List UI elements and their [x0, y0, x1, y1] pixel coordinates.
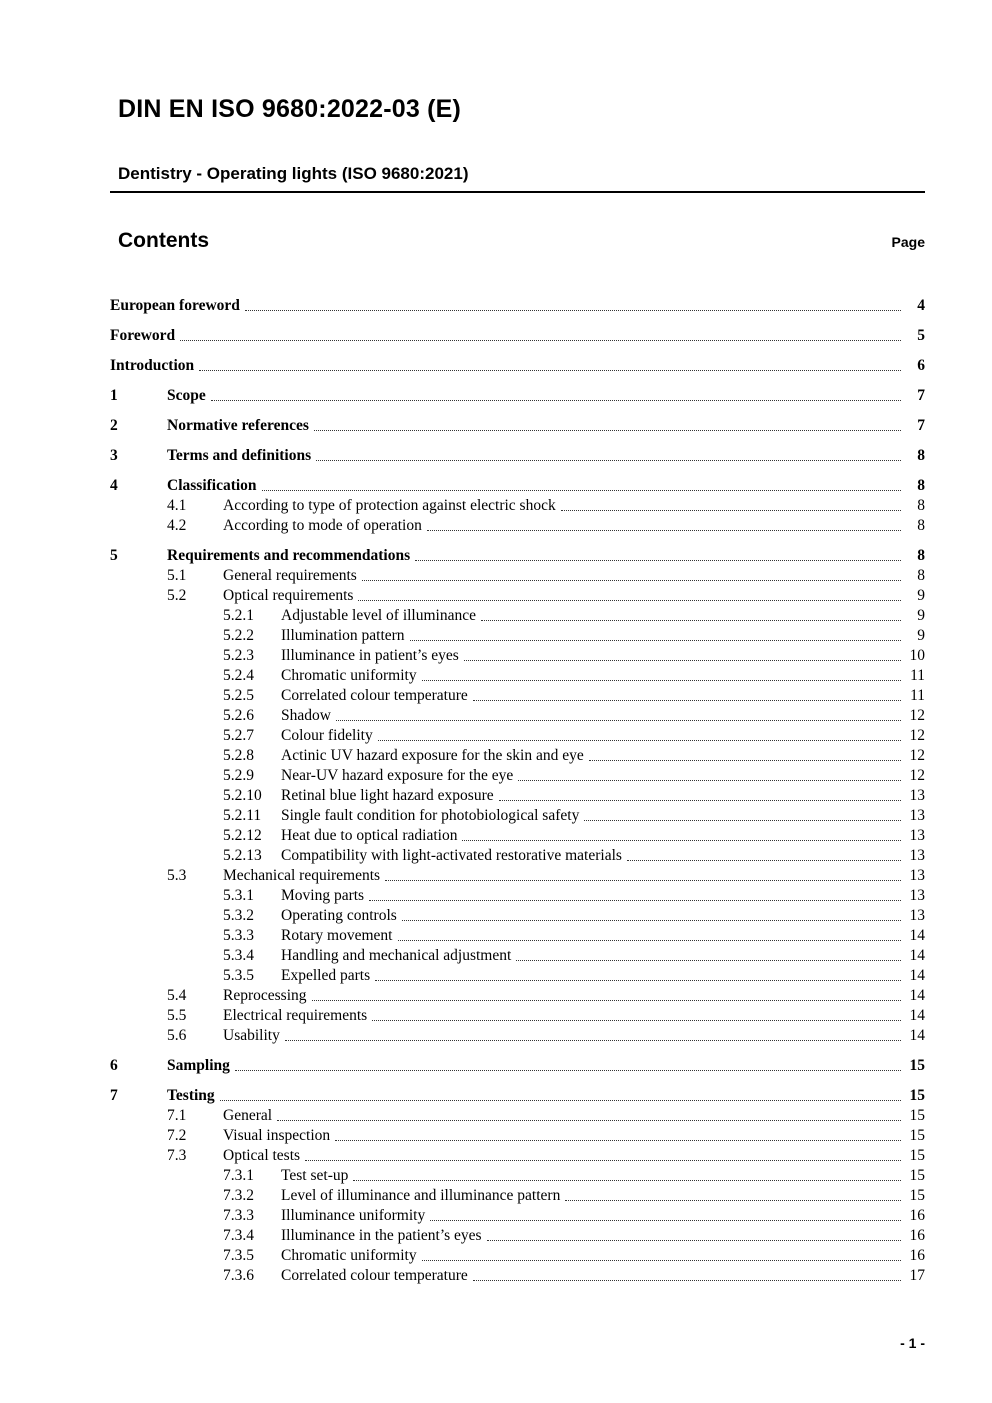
- toc-entry-label: Expelled parts: [281, 967, 371, 984]
- toc-entry-page: 15: [909, 1187, 925, 1204]
- toc-entry-number: 5.6: [167, 1027, 187, 1044]
- toc-entry-label: European foreword: [110, 297, 240, 314]
- toc-entry-page: 13: [909, 787, 925, 804]
- toc-leader-dots: [473, 700, 901, 701]
- toc-entry-number: 7.3.2: [223, 1187, 254, 1204]
- toc-entry-number: 5.2: [167, 587, 187, 604]
- toc-leader-dots: [245, 310, 901, 311]
- toc-entry-number: 5.2.9: [223, 767, 254, 784]
- toc-entry[interactable]: [110, 326, 925, 346]
- toc-leader-dots: [464, 660, 901, 661]
- toc-entry-label: Colour fidelity: [281, 727, 373, 744]
- toc-entry-label: Single fault condition for photobiological safety: [281, 807, 580, 824]
- toc-entry-page: 13: [909, 907, 925, 924]
- toc-entry[interactable]: [110, 1086, 925, 1106]
- toc-entry-page: 14: [909, 1007, 925, 1024]
- toc-entry-number: 4.1: [167, 497, 187, 514]
- page-column-label: Page: [891, 234, 925, 250]
- toc-entry-number: 5.2.13: [223, 847, 262, 864]
- toc-entry-label: Correlated colour temperature: [281, 687, 468, 704]
- toc-entry-number: 7.2: [167, 1127, 187, 1144]
- toc-entry[interactable]: [110, 686, 925, 706]
- toc-entry[interactable]: [110, 1026, 925, 1046]
- toc-entry-number: 5.2.3: [223, 647, 254, 664]
- toc-entry[interactable]: [110, 1206, 925, 1226]
- toc-entry-label: Compatibility with light-activated restorative materials: [281, 847, 622, 864]
- toc-entry-page: 16: [909, 1227, 925, 1244]
- toc-entry-page: 8: [917, 547, 925, 564]
- toc-leader-dots: [565, 1200, 901, 1201]
- toc-entry-number: 5.3: [167, 867, 187, 884]
- toc-entry[interactable]: [110, 496, 925, 516]
- toc-entry-number: 7.1: [167, 1107, 187, 1124]
- toc-leader-dots: [430, 1220, 901, 1221]
- toc-leader-dots: [481, 620, 901, 621]
- toc-entry[interactable]: [110, 726, 925, 746]
- toc-entry-label: Shadow: [281, 707, 331, 724]
- toc-entry-number: 7.3.4: [223, 1227, 254, 1244]
- toc-leader-dots: [402, 920, 901, 921]
- toc-entry-number: 5: [110, 547, 118, 564]
- toc-leader-dots: [277, 1120, 901, 1121]
- toc-entry-label: Terms and definitions: [167, 447, 312, 464]
- toc-entry[interactable]: [110, 566, 925, 586]
- table-of-contents: [110, 296, 925, 1286]
- toc-entry-page: 8: [917, 477, 925, 494]
- toc-entry-label: Chromatic uniformity: [281, 1247, 417, 1264]
- toc-entry-number: 5.2.10: [223, 787, 262, 804]
- toc-leader-dots: [375, 980, 901, 981]
- toc-entry[interactable]: [110, 746, 925, 766]
- toc-entry[interactable]: [110, 516, 925, 536]
- toc-entry[interactable]: [110, 986, 925, 1006]
- toc-entry-page: 12: [909, 707, 925, 724]
- toc-entry-number: 4.2: [167, 517, 187, 534]
- toc-entry-page: 14: [909, 967, 925, 984]
- toc-entry[interactable]: [110, 766, 925, 786]
- toc-leader-dots: [398, 940, 902, 941]
- toc-leader-dots: [378, 740, 901, 741]
- toc-entry-page: 8: [917, 567, 925, 584]
- toc-entry-label: General requirements: [223, 567, 357, 584]
- toc-entry-label: Near-UV hazard exposure for the eye: [281, 767, 514, 784]
- toc-entry-number: 5.2.7: [223, 727, 254, 744]
- toc-entry-label: Correlated colour temperature: [281, 1267, 468, 1284]
- toc-leader-dots: [199, 370, 901, 371]
- toc-entry-label: Optical tests: [223, 1147, 301, 1164]
- toc-leader-dots: [285, 1040, 901, 1041]
- toc-entry[interactable]: [110, 356, 925, 376]
- toc-leader-dots: [262, 490, 901, 491]
- toc-entry-number: 7: [110, 1087, 118, 1104]
- toc-leader-dots: [462, 840, 901, 841]
- toc-leader-dots: [427, 530, 901, 531]
- toc-leader-dots: [372, 1020, 901, 1021]
- toc-entry-number: 5.3.2: [223, 907, 254, 924]
- toc-leader-dots: [369, 900, 901, 901]
- toc-entry-number: 2: [110, 417, 118, 434]
- toc-entry-page: 7: [917, 387, 925, 404]
- toc-entry[interactable]: [110, 826, 925, 846]
- toc-entry-page: 16: [909, 1207, 925, 1224]
- toc-leader-dots: [312, 1000, 901, 1001]
- toc-entry-number: 5.2.2: [223, 627, 254, 644]
- toc-entry-label: Testing: [167, 1087, 215, 1104]
- toc-entry-label: Foreword: [110, 327, 176, 344]
- toc-entry-label: Illumination pattern: [281, 627, 405, 644]
- toc-entry[interactable]: [110, 966, 925, 986]
- toc-entry-label: Usability: [223, 1027, 280, 1044]
- toc-entry[interactable]: [110, 1106, 925, 1126]
- toc-entry-number: 7.3.5: [223, 1247, 254, 1264]
- toc-leader-dots: [362, 580, 901, 581]
- toc-leader-dots: [584, 820, 901, 821]
- toc-entry-number: 3: [110, 447, 118, 464]
- toc-entry[interactable]: [110, 806, 925, 826]
- toc-entry-page: 8: [917, 517, 925, 534]
- toc-entry-label: Level of illuminance and illuminance pattern: [281, 1187, 561, 1204]
- toc-entry[interactable]: [110, 586, 925, 606]
- toc-entry-number: 5.2.11: [223, 807, 262, 824]
- toc-entry[interactable]: [110, 1246, 925, 1266]
- toc-entry-label: General: [223, 1107, 273, 1124]
- toc-entry[interactable]: [110, 1166, 925, 1186]
- toc-entry-number: 5.3.3: [223, 927, 254, 944]
- toc-entry-label: Classification: [167, 477, 257, 494]
- toc-entry-page: 8: [917, 497, 925, 514]
- toc-entry-page: 13: [909, 867, 925, 884]
- toc-entry-number: 4: [110, 477, 118, 494]
- toc-leader-dots: [314, 430, 901, 431]
- toc-entry-number: 7.3: [167, 1147, 187, 1164]
- toc-entry-label: Actinic UV hazard exposure for the skin and eye: [281, 747, 584, 764]
- toc-entry-page: 13: [909, 847, 925, 864]
- toc-entry-label: Sampling: [167, 1057, 230, 1074]
- toc-entry-number: 5.3.4: [223, 947, 254, 964]
- toc-entry[interactable]: [110, 296, 925, 316]
- toc-entry-number: 1: [110, 387, 118, 404]
- toc-entry[interactable]: [110, 476, 925, 496]
- toc-entry[interactable]: [110, 886, 925, 906]
- toc-entry-label: Introduction: [110, 357, 195, 374]
- toc-leader-dots: [487, 1240, 901, 1241]
- toc-entry[interactable]: [110, 386, 925, 406]
- toc-leader-dots: [422, 1260, 901, 1261]
- document-title: DIN EN ISO 9680:2022-03 (E): [118, 95, 462, 123]
- toc-leader-dots: [316, 460, 901, 461]
- toc-entry-page: 9: [917, 587, 925, 604]
- toc-entry[interactable]: [110, 846, 925, 866]
- toc-leader-dots: [518, 780, 901, 781]
- toc-entry[interactable]: [110, 946, 925, 966]
- toc-entry[interactable]: [110, 1186, 925, 1206]
- toc-entry-number: 5.2.4: [223, 667, 254, 684]
- toc-entry-label: Test set-up: [281, 1167, 349, 1184]
- toc-entry-page: 8: [917, 447, 925, 464]
- toc-entry-page: 14: [909, 987, 925, 1004]
- toc-leader-dots: [353, 1180, 901, 1181]
- toc-leader-dots: [220, 1100, 901, 1101]
- toc-entry-label: Adjustable level of illuminance: [281, 607, 476, 624]
- toc-leader-dots: [211, 400, 901, 401]
- toc-entry-label: Operating controls: [281, 907, 397, 924]
- toc-entry-number: 5.2.8: [223, 747, 254, 764]
- toc-entry-page: 12: [909, 727, 925, 744]
- toc-entry-label: Moving parts: [281, 887, 365, 904]
- toc-entry-page: 13: [909, 887, 925, 904]
- toc-entry-label: According to mode of operation: [223, 517, 422, 534]
- toc-leader-dots: [422, 680, 901, 681]
- toc-entry-number: 5.5: [167, 1007, 187, 1024]
- toc-leader-dots: [385, 880, 901, 881]
- toc-leader-dots: [336, 720, 901, 721]
- toc-entry-label: Chromatic uniformity: [281, 667, 417, 684]
- toc-entry-label: Normative references: [167, 417, 309, 434]
- toc-entry-number: 5.3.1: [223, 887, 254, 904]
- toc-entry[interactable]: [110, 626, 925, 646]
- toc-entry[interactable]: [110, 416, 925, 436]
- toc-entry-page: 15: [909, 1147, 925, 1164]
- toc-entry-label: Scope: [167, 387, 206, 404]
- toc-entry-page: 15: [909, 1107, 925, 1124]
- toc-entry[interactable]: [110, 1266, 925, 1286]
- toc-entry[interactable]: [110, 1126, 925, 1146]
- toc-entry[interactable]: [110, 906, 925, 926]
- toc-entry[interactable]: [110, 1146, 925, 1166]
- toc-entry-label: Handling and mechanical adjustment: [281, 947, 512, 964]
- toc-entry-label: Heat due to optical radiation: [281, 827, 458, 844]
- toc-leader-dots: [305, 1160, 901, 1161]
- toc-entry[interactable]: [110, 1226, 925, 1246]
- toc-entry-number: 7.3.3: [223, 1207, 254, 1224]
- toc-entry-label: Illuminance in patient’s eyes: [281, 647, 459, 664]
- toc-entry-label: Requirements and recommendations: [167, 547, 411, 564]
- toc-entry-page: 6: [917, 357, 925, 374]
- toc-entry[interactable]: [110, 546, 925, 566]
- toc-entry-page: 15: [909, 1087, 925, 1104]
- toc-entry-page: 9: [917, 627, 925, 644]
- toc-entry-number: 7.3.1: [223, 1167, 254, 1184]
- toc-entry-page: 11: [910, 667, 925, 684]
- toc-entry[interactable]: [110, 446, 925, 466]
- toc-leader-dots: [589, 760, 901, 761]
- toc-entry-number: 5.2.5: [223, 687, 254, 704]
- toc-entry-number: 5.4: [167, 987, 187, 1004]
- toc-entry-page: 16: [909, 1247, 925, 1264]
- toc-entry[interactable]: [110, 786, 925, 806]
- toc-entry-page: 12: [909, 747, 925, 764]
- toc-entry[interactable]: [110, 666, 925, 686]
- contents-header: [110, 229, 925, 253]
- toc-entry-label: Mechanical requirements: [223, 867, 381, 884]
- toc-entry[interactable]: [110, 646, 925, 666]
- toc-leader-dots: [410, 640, 901, 641]
- toc-entry[interactable]: [110, 926, 925, 946]
- toc-leader-dots: [473, 1280, 901, 1281]
- toc-entry-label: Illuminance in the patient’s eyes: [281, 1227, 482, 1244]
- document-subtitle: Dentistry - Operating lights (ISO 9680:2021): [118, 164, 469, 183]
- toc-entry-page: 4: [917, 297, 925, 314]
- toc-leader-dots: [627, 860, 901, 861]
- toc-entry-label: Reprocessing: [223, 987, 307, 1004]
- toc-entry-number: 6: [110, 1057, 118, 1074]
- document-subtitle-block: [110, 164, 925, 193]
- toc-entry-page: 5: [917, 327, 925, 344]
- toc-entry-page: 10: [909, 647, 925, 664]
- toc-entry-page: 15: [909, 1127, 925, 1144]
- toc-entry[interactable]: [110, 1006, 925, 1026]
- toc-entry-label: Visual inspection: [223, 1127, 331, 1144]
- page-number: - 1 -: [900, 1335, 925, 1351]
- toc-entry-number: 5.2.1: [223, 607, 254, 624]
- toc-entry-page: 14: [909, 1027, 925, 1044]
- toc-leader-dots: [415, 560, 901, 561]
- toc-entry-page: 13: [909, 807, 925, 824]
- toc-entry-page: 11: [910, 687, 925, 704]
- page-footer: [900, 1335, 925, 1351]
- toc-entry-page: 12: [909, 767, 925, 784]
- toc-leader-dots: [561, 510, 901, 511]
- toc-entry-number: 5.2.12: [223, 827, 262, 844]
- toc-entry-number: 7.3.6: [223, 1267, 254, 1284]
- toc-leader-dots: [235, 1070, 901, 1071]
- toc-entry-page: 15: [909, 1167, 925, 1184]
- toc-entry-label: Retinal blue light hazard exposure: [281, 787, 494, 804]
- toc-entry-number: 5.3.5: [223, 967, 254, 984]
- toc-entry-page: 14: [909, 947, 925, 964]
- toc-leader-dots: [180, 340, 901, 341]
- toc-entry-label: According to type of protection against electric shock: [223, 497, 556, 514]
- toc-entry-label: Electrical requirements: [223, 1007, 368, 1024]
- toc-entry[interactable]: [110, 1056, 925, 1076]
- toc-entry-label: Illuminance uniformity: [281, 1207, 426, 1224]
- toc-entry-page: 9: [917, 607, 925, 624]
- toc-entry[interactable]: [110, 866, 925, 886]
- toc-entry-page: 17: [909, 1267, 925, 1284]
- toc-entry-number: 5.2.6: [223, 707, 254, 724]
- toc-entry-page: 14: [909, 927, 925, 944]
- toc-leader-dots: [358, 600, 901, 601]
- toc-entry-label: Rotary movement: [281, 927, 393, 944]
- toc-entry-page: 7: [917, 417, 925, 434]
- toc-entry-page: 13: [909, 827, 925, 844]
- toc-leader-dots: [499, 800, 901, 801]
- toc-entry-page: 15: [909, 1057, 925, 1074]
- toc-leader-dots: [335, 1140, 901, 1141]
- toc-entry[interactable]: [110, 706, 925, 726]
- toc-leader-dots: [516, 960, 901, 961]
- toc-entry-label: Optical requirements: [223, 587, 354, 604]
- contents-heading: Contents: [118, 229, 209, 252]
- toc-entry-number: 5.1: [167, 567, 187, 584]
- toc-entry[interactable]: [110, 606, 925, 626]
